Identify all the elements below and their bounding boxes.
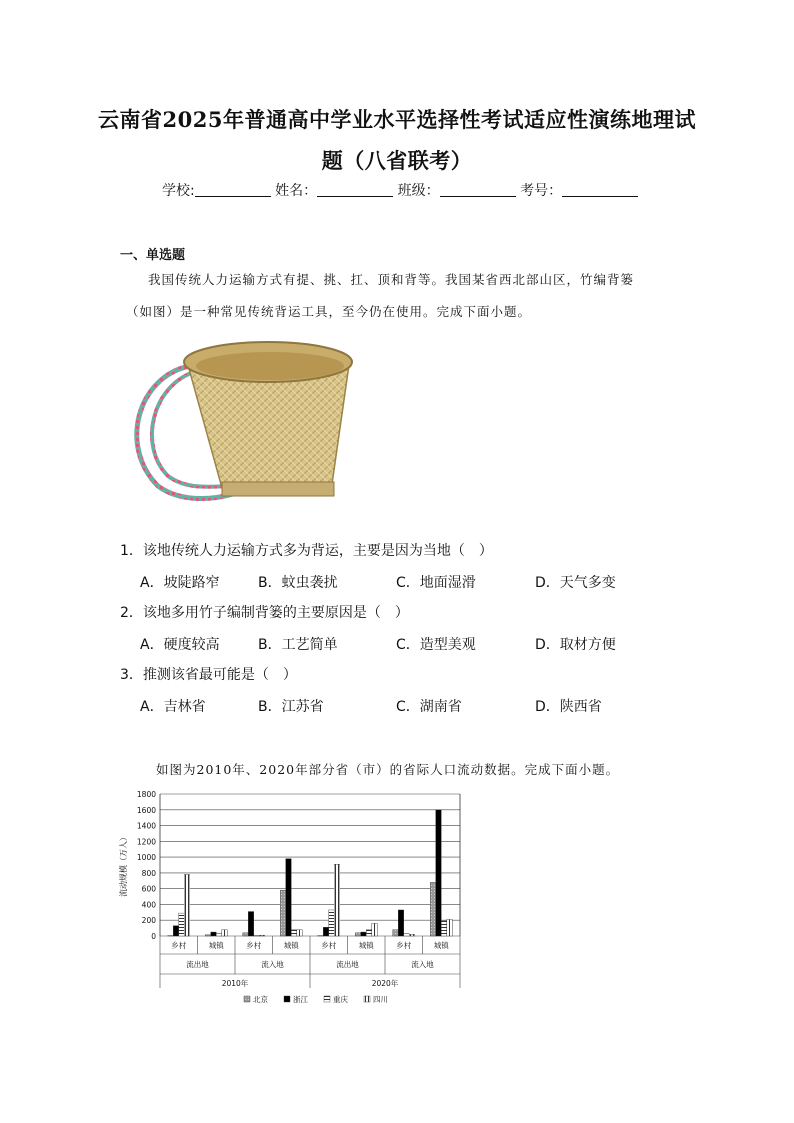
- bar-北京-5: [355, 933, 361, 936]
- q2-option-d[interactable]: D．取材方便: [535, 637, 616, 653]
- legend-swatch-1: [284, 996, 290, 1002]
- q3-option-c[interactable]: C．湖南省: [396, 699, 462, 715]
- bar-重庆-7: [441, 921, 447, 936]
- legend-label-2: 重庆: [333, 995, 348, 1004]
- q1-option-d[interactable]: D．天气多变: [535, 575, 616, 591]
- bar-浙江-4: [323, 927, 329, 936]
- y-tick-label-3: 600: [141, 884, 156, 894]
- question-2-stem: 2．该地多用竹子编制背篓的主要原因是（ ）: [120, 605, 409, 621]
- category-label-5: 城镇: [358, 941, 374, 950]
- bar-北京-2: [243, 933, 249, 936]
- population-flow-chart: [110, 786, 470, 1010]
- y-tick-label-4: 800: [141, 868, 156, 878]
- y-tick-label-0: 0: [151, 932, 156, 941]
- category-label-3: 城镇: [283, 941, 299, 950]
- school-label: 学校:: [162, 183, 195, 199]
- category-label-6: 乡村: [396, 941, 412, 950]
- q1-option-c[interactable]: C．地面湿滑: [396, 575, 476, 591]
- bar-北京-7: [430, 882, 436, 936]
- y-tick-label-6: 1200: [136, 837, 156, 847]
- flow-label-0: 流出地: [186, 960, 209, 969]
- y-tick-label-9: 1800: [136, 790, 156, 799]
- q3-option-b[interactable]: B．江苏省: [258, 699, 324, 715]
- q2-option-c[interactable]: C．造型美观: [396, 637, 476, 653]
- question-1-stem: 1．该地传统人力运输方式多为背运，主要是因为当地（ ）: [120, 543, 493, 559]
- y-tick-label-1: 200: [141, 916, 156, 926]
- category-label-1: 城镇: [208, 941, 224, 950]
- passage-2-line-1: 如图为2010年、2020年部分省（市）的省际人口流动数据。完成下面小题。: [156, 762, 620, 777]
- bar-四川-4: [334, 864, 340, 936]
- bar-浙江-2: [248, 912, 254, 936]
- exam-no-blank[interactable]: [562, 182, 638, 197]
- name-blank[interactable]: [317, 182, 393, 197]
- bar-四川-2: [259, 935, 265, 936]
- bar-重庆-3: [291, 930, 297, 936]
- q2-option-b[interactable]: B．工艺简单: [258, 637, 338, 653]
- flow-label-2: 流出地: [336, 960, 359, 969]
- bar-浙江-3: [286, 859, 292, 936]
- bar-四川-5: [372, 923, 378, 936]
- student-info-row: [162, 180, 638, 200]
- legend-swatch-3: [364, 996, 370, 1002]
- category-label-4: 乡村: [321, 941, 337, 950]
- y-tick-label-2: 400: [141, 900, 156, 910]
- bar-重庆-1: [216, 934, 222, 936]
- y-tick-label-8: 1600: [136, 805, 156, 815]
- q1-option-b[interactable]: B．蚊虫袭扰: [258, 575, 338, 591]
- bar-四川-6: [409, 934, 415, 936]
- name-label: 姓名：: [275, 183, 318, 199]
- class-label: 班级：: [397, 183, 440, 199]
- bar-四川-7: [447, 919, 453, 936]
- bar-浙江-7: [436, 810, 442, 936]
- year-label-1: 2020年: [371, 979, 399, 988]
- school-blank[interactable]: [195, 182, 271, 197]
- class-blank[interactable]: [440, 182, 516, 197]
- paper-title-line-2: 题（八省联考）: [321, 148, 473, 173]
- flow-label-1: 流入地: [261, 960, 284, 969]
- bar-北京-1: [205, 935, 211, 936]
- passage-1-line-1: 我国传统人力运输方式有提、挑、扛、顶和背等。我国某省西北部山区，竹编背篓: [148, 272, 635, 287]
- section-heading: 一、单选题: [120, 248, 186, 263]
- bar-北京-6: [393, 930, 399, 936]
- bar-重庆-2: [254, 935, 260, 936]
- bar-重庆-0: [179, 913, 185, 936]
- bar-重庆-5: [366, 930, 372, 936]
- bar-浙江-1: [211, 932, 217, 936]
- bar-浙江-0: [173, 926, 179, 936]
- q2-option-a[interactable]: A．硬度较高: [140, 637, 220, 653]
- question-3-stem: 3．推测该省最可能是（ ）: [120, 667, 297, 683]
- bar-重庆-4: [329, 910, 335, 936]
- legend-label-0: 北京: [253, 995, 268, 1004]
- q3-option-d[interactable]: D．陕西省: [535, 699, 602, 715]
- paper-title-line-1: 云南省2025年普通高中学业水平选择性考试适应性演练地理试: [98, 107, 696, 132]
- passage-1-line-2: （如图）是一种常见传统背运工具，至今仍在使用。完成下面小题。: [126, 304, 532, 319]
- exam-no-label: 考号：: [520, 183, 563, 199]
- q1-option-a[interactable]: A．坡陡路窄: [140, 575, 220, 591]
- legend-swatch-2: [324, 996, 330, 1002]
- legend-label-1: 浙江: [293, 995, 308, 1004]
- category-label-7: 城镇: [433, 941, 449, 950]
- legend-label-3: 四川: [373, 995, 388, 1004]
- legend-swatch-0: [244, 996, 250, 1002]
- bar-北京-3: [280, 890, 286, 936]
- bar-浙江-5: [361, 932, 367, 936]
- q3-option-a[interactable]: A．吉林省: [140, 699, 206, 715]
- bar-四川-3: [297, 930, 303, 936]
- y-tick-label-7: 1400: [136, 821, 156, 831]
- category-label-0: 乡村: [171, 941, 187, 950]
- bar-浙江-6: [398, 910, 404, 936]
- y-tick-label-5: 1000: [136, 853, 156, 863]
- category-label-2: 乡村: [246, 941, 262, 950]
- year-label-0: 2010年: [221, 979, 249, 988]
- y-axis-title: 流动规模（万人）: [119, 833, 128, 897]
- bamboo-basket-image: [118, 336, 358, 512]
- bar-四川-0: [184, 874, 190, 936]
- bar-四川-1: [222, 930, 228, 936]
- flow-label-3: 流入地: [411, 960, 434, 969]
- bar-重庆-6: [404, 934, 410, 936]
